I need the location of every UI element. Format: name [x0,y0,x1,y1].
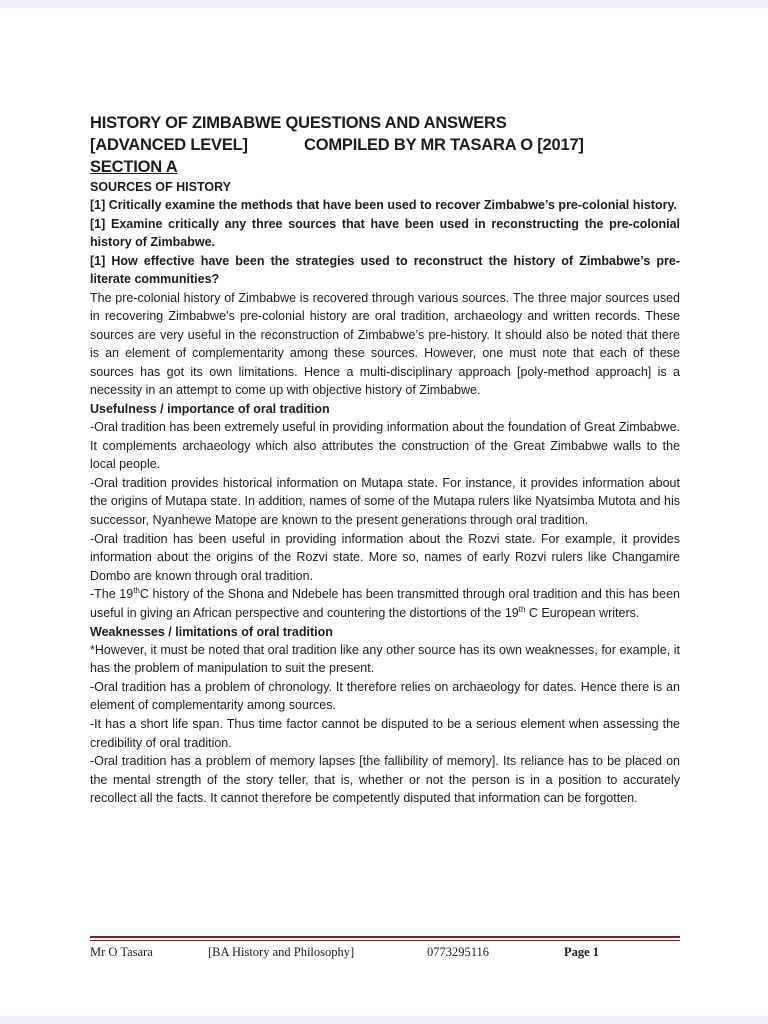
subtitle-line [90,134,680,156]
usefulness-heading: Usefulness / importance of oral tradition [90,402,330,417]
question-3 [90,252,680,289]
weaknesses-paragraph-4: -Oral tradition has a problem of memory lapses [the fallibility of memory]. Its reliance has to be placed on the mental strength of the story teller, that is, whether or not the person is in a position to accurately recollect all the facts. It cannot therefore be competently disputed that information can be forgotten. [90,754,680,806]
footer-author: Mr O Tasara [90,945,153,959]
usefulness-paragraph-3: -Oral tradition has been useful in providing information about the Rozvi state. For example, it provides information about the origins of the Rozvi state. More so, names of early Rozvi rulers like Changamire Dombo are known through oral tradition. [90,531,680,583]
question-1 [90,196,680,215]
question-number: [1] [90,253,106,268]
section-heading: SECTION A [90,158,178,176]
footer-rule [90,936,680,938]
page-number: Page 1 [564,945,600,959]
question-number: [1] [90,198,106,212]
compiled-by: COMPILED BY MR TASARA O [2017] [304,136,584,154]
document-page [0,8,768,1016]
page-content [90,112,680,808]
level-label: [ADVANCED LEVEL] [90,136,248,154]
question-number: [1] [90,216,106,231]
page-footer [90,936,680,965]
topic-heading: SOURCES OF HISTORY [90,180,231,194]
footer-degree: [BA History and Philosophy] [208,945,355,959]
weaknesses-paragraph-3: -It has a short life span. Thus time factor cannot be disputed to be a serious element when assessing the credibility of oral tradition. [90,716,680,750]
question-text: Critically examine the methods that have been used to recover Zimbabwe’s pre-colonial history. [105,198,677,212]
document-title: HISTORY OF ZIMBABWE QUESTIONS AND ANSWERS [90,114,507,132]
question-text: How effective have been the strategies used to reconstruct the history of Zimbabwe’s pre-literate communities? [90,253,680,286]
weaknesses-paragraph-2: -Oral tradition has a problem of chronology. It therefore relies on archaeology for dates. Hence there is an element of complementarity among sources. [90,679,680,713]
question-2 [90,215,680,252]
footer-phone: 0773295116 [427,945,490,959]
intro-paragraph: The pre-colonial history of Zimbabwe is recovered through various sources. The three major sources used in recovering Zimbabwe’s pre-colonial history are oral tradition, archaeology and written records. These sources are very useful in the reconstruction of Zimbabwe’s pre-history. It should also be noted that there is an element of complementarity among these sources. However, one must note that each of these sources has got its own limitations. Hence a multi-disciplinary approach [poly-method approach] is a necessity in an attempt to come up with objective history of Zimbabwe. [90,290,680,398]
footer-row [90,945,680,965]
question-text: Examine critically any three sources that have been used in reconstructing the pre-colonial history of Zimbabwe. [90,216,680,249]
weaknesses-heading: Weaknesses / limitations of oral tradition [90,624,333,639]
footer-rule-thin [90,940,680,941]
weaknesses-paragraph-1: *However, it must be noted that oral tradition like any other source has its own weaknesses, for example, it has the problem of manipulation to suit the present. [90,642,680,676]
usefulness-paragraph-2: -Oral tradition provides historical information on Mutapa state. For instance, it provides information about the origins of Mutapa state. In addition, names of some of the Mutapa rulers like Nyatsimba Mutota and his successor, Nyanhewe Matope are known to the present generations through oral tradition. [90,475,680,528]
text-run: -The 19 [90,587,134,602]
text-run: C European writers. [525,606,640,620]
superscript: th [133,586,140,596]
usefulness-paragraph-4 [90,585,680,622]
superscript: th [518,604,526,614]
text-run: C history of the Shona and Ndebele has been transmitted through oral tradition and this has been useful in giving an African perspective and countering the distortions of the 19 [90,587,680,620]
usefulness-paragraph-1: -Oral tradition has been extremely useful in providing information about the foundation of Great Zimbabwe. It complements archaeology which also attributes the construction of the Great Zimbabwe walls to the local people. [90,420,680,472]
